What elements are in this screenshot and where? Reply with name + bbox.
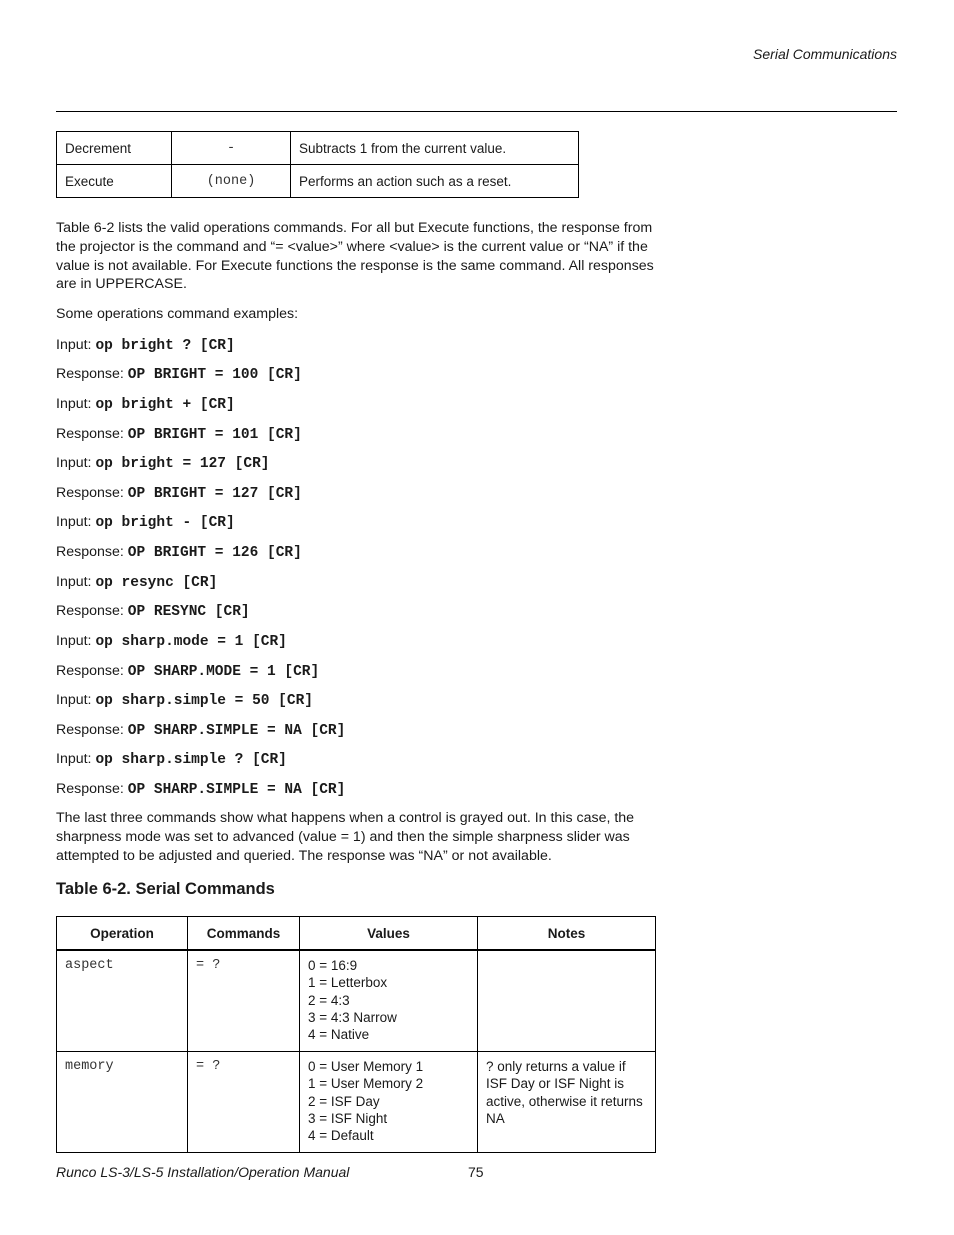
example-line [56,631,287,651]
values-cell [300,1052,478,1153]
example-code: OP BRIGHT = 100 [CR] [127,367,302,383]
operators-table [56,131,579,198]
example-label: Response: [56,781,128,797]
table-row [57,165,579,198]
example-label: Response: [56,485,128,501]
example-label: Response: [56,722,128,738]
operator-name: Execute [57,165,172,198]
operation-cell: aspect [57,950,188,1052]
page-number: 75 [468,1164,484,1180]
column-header: Values [300,917,478,951]
example-label: Input: [56,633,96,649]
example-label: Input: [56,337,96,353]
operator-description: Subtracts 1 from the current value. [291,132,579,165]
value-item: 1 = Letterbox [308,975,388,991]
value-item: 3 = 4:3 Narrow [308,1009,397,1025]
example-code: op bright ? [CR] [95,338,235,354]
example-line [56,335,235,355]
value-item: 3 = ISF Night [308,1110,388,1126]
example-code: op sharp.mode = 1 [CR] [95,634,287,650]
example-code: op bright = 127 [CR] [95,456,270,472]
notes-cell: ? only returns a value if ISF Day or ISF Night is active, otherwise it returns NA [478,1052,656,1153]
example-code: OP BRIGHT = 101 [CR] [127,427,302,443]
value-item: 4 = Default [308,1128,374,1144]
example-line [56,394,235,414]
example-code: OP SHARP.SIMPLE = NA [CR] [127,782,346,798]
header-rule [56,111,897,112]
example-code: OP SHARP.MODE = 1 [CR] [127,664,320,680]
column-header: Commands [188,917,300,951]
value-item: 1 = User Memory 2 [308,1076,424,1092]
value-item: 4 = Native [308,1027,370,1043]
column-header: Operation [57,917,188,951]
example-code: op sharp.simple ? [CR] [95,752,287,768]
example-code: OP BRIGHT = 127 [CR] [127,486,302,502]
example-line [56,512,235,532]
example-line [56,720,345,740]
table-header-row [57,917,656,951]
serial-commands-table [56,916,656,1153]
examples-intro: Some operations command examples: [56,306,299,322]
closing-paragraph: The last three commands show what happens when a control is grayed out. In this case, the sharpness mode was set to advanced (value = 1) and then the simple sharpness slider was attempted to be adjusted and queried. The response was “NA” or not available. [56,810,635,864]
example-line [56,749,287,769]
table-row [57,950,656,1052]
example-label: Response: [56,426,128,442]
example-code: op bright + [CR] [95,397,235,413]
example-line [56,572,217,592]
notes-cell [478,950,656,1052]
example-code: op bright - [CR] [95,515,235,531]
example-line [56,364,302,384]
operation-cell: memory [57,1052,188,1153]
example-label: Input: [56,751,96,767]
operator-symbol: - [172,132,291,165]
example-line [56,542,302,562]
example-label: Response: [56,663,128,679]
table-row [57,132,579,165]
example-line [56,690,313,710]
example-code: op resync [CR] [95,575,218,591]
footer-manual-title: Runco LS-3/LS-5 Installation/Operation Manual [56,1164,350,1180]
commands-cell: = ? [188,950,300,1052]
value-item: 0 = User Memory 1 [308,1059,424,1074]
example-code: op sharp.simple = 50 [CR] [95,693,313,709]
example-label: Input: [56,574,96,590]
example-label: Input: [56,455,96,471]
example-label: Input: [56,514,96,530]
commands-cell: = ? [188,1052,300,1153]
example-line [56,424,302,444]
example-line [56,661,319,681]
example-code: OP RESYNC [CR] [127,604,250,620]
column-header: Notes [478,917,656,951]
example-line [56,483,302,503]
operator-description: Performs an action such as a reset. [291,165,579,198]
example-line [56,453,269,473]
value-item: 0 = 16:9 [308,958,358,973]
table-caption: Table 6-2. Serial Commands [56,880,275,898]
example-line [56,601,250,621]
table-row [57,1052,656,1153]
example-label: Response: [56,603,128,619]
example-label: Input: [56,396,96,412]
example-code: OP SHARP.SIMPLE = NA [CR] [127,723,346,739]
example-label: Response: [56,544,128,560]
value-item: 2 = ISF Day [308,1093,380,1109]
example-code: OP BRIGHT = 126 [CR] [127,545,302,561]
example-label: Response: [56,366,128,382]
running-header: Serial Communications [753,46,897,62]
values-cell [300,950,478,1052]
value-item: 2 = 4:3 [308,992,350,1008]
operator-symbol: (none) [172,165,291,198]
operator-name: Decrement [57,132,172,165]
example-label: Input: [56,692,96,708]
intro-paragraph: Table 6-2 lists the valid operations commands. For all but Execute functions, the response from the projector is the command and “= <value>” where <value> is the current value or “NA” if the value is not available. For Execute functions the response is the same command. All responses are in UPPERCASE. [56,220,654,293]
example-line [56,779,345,799]
